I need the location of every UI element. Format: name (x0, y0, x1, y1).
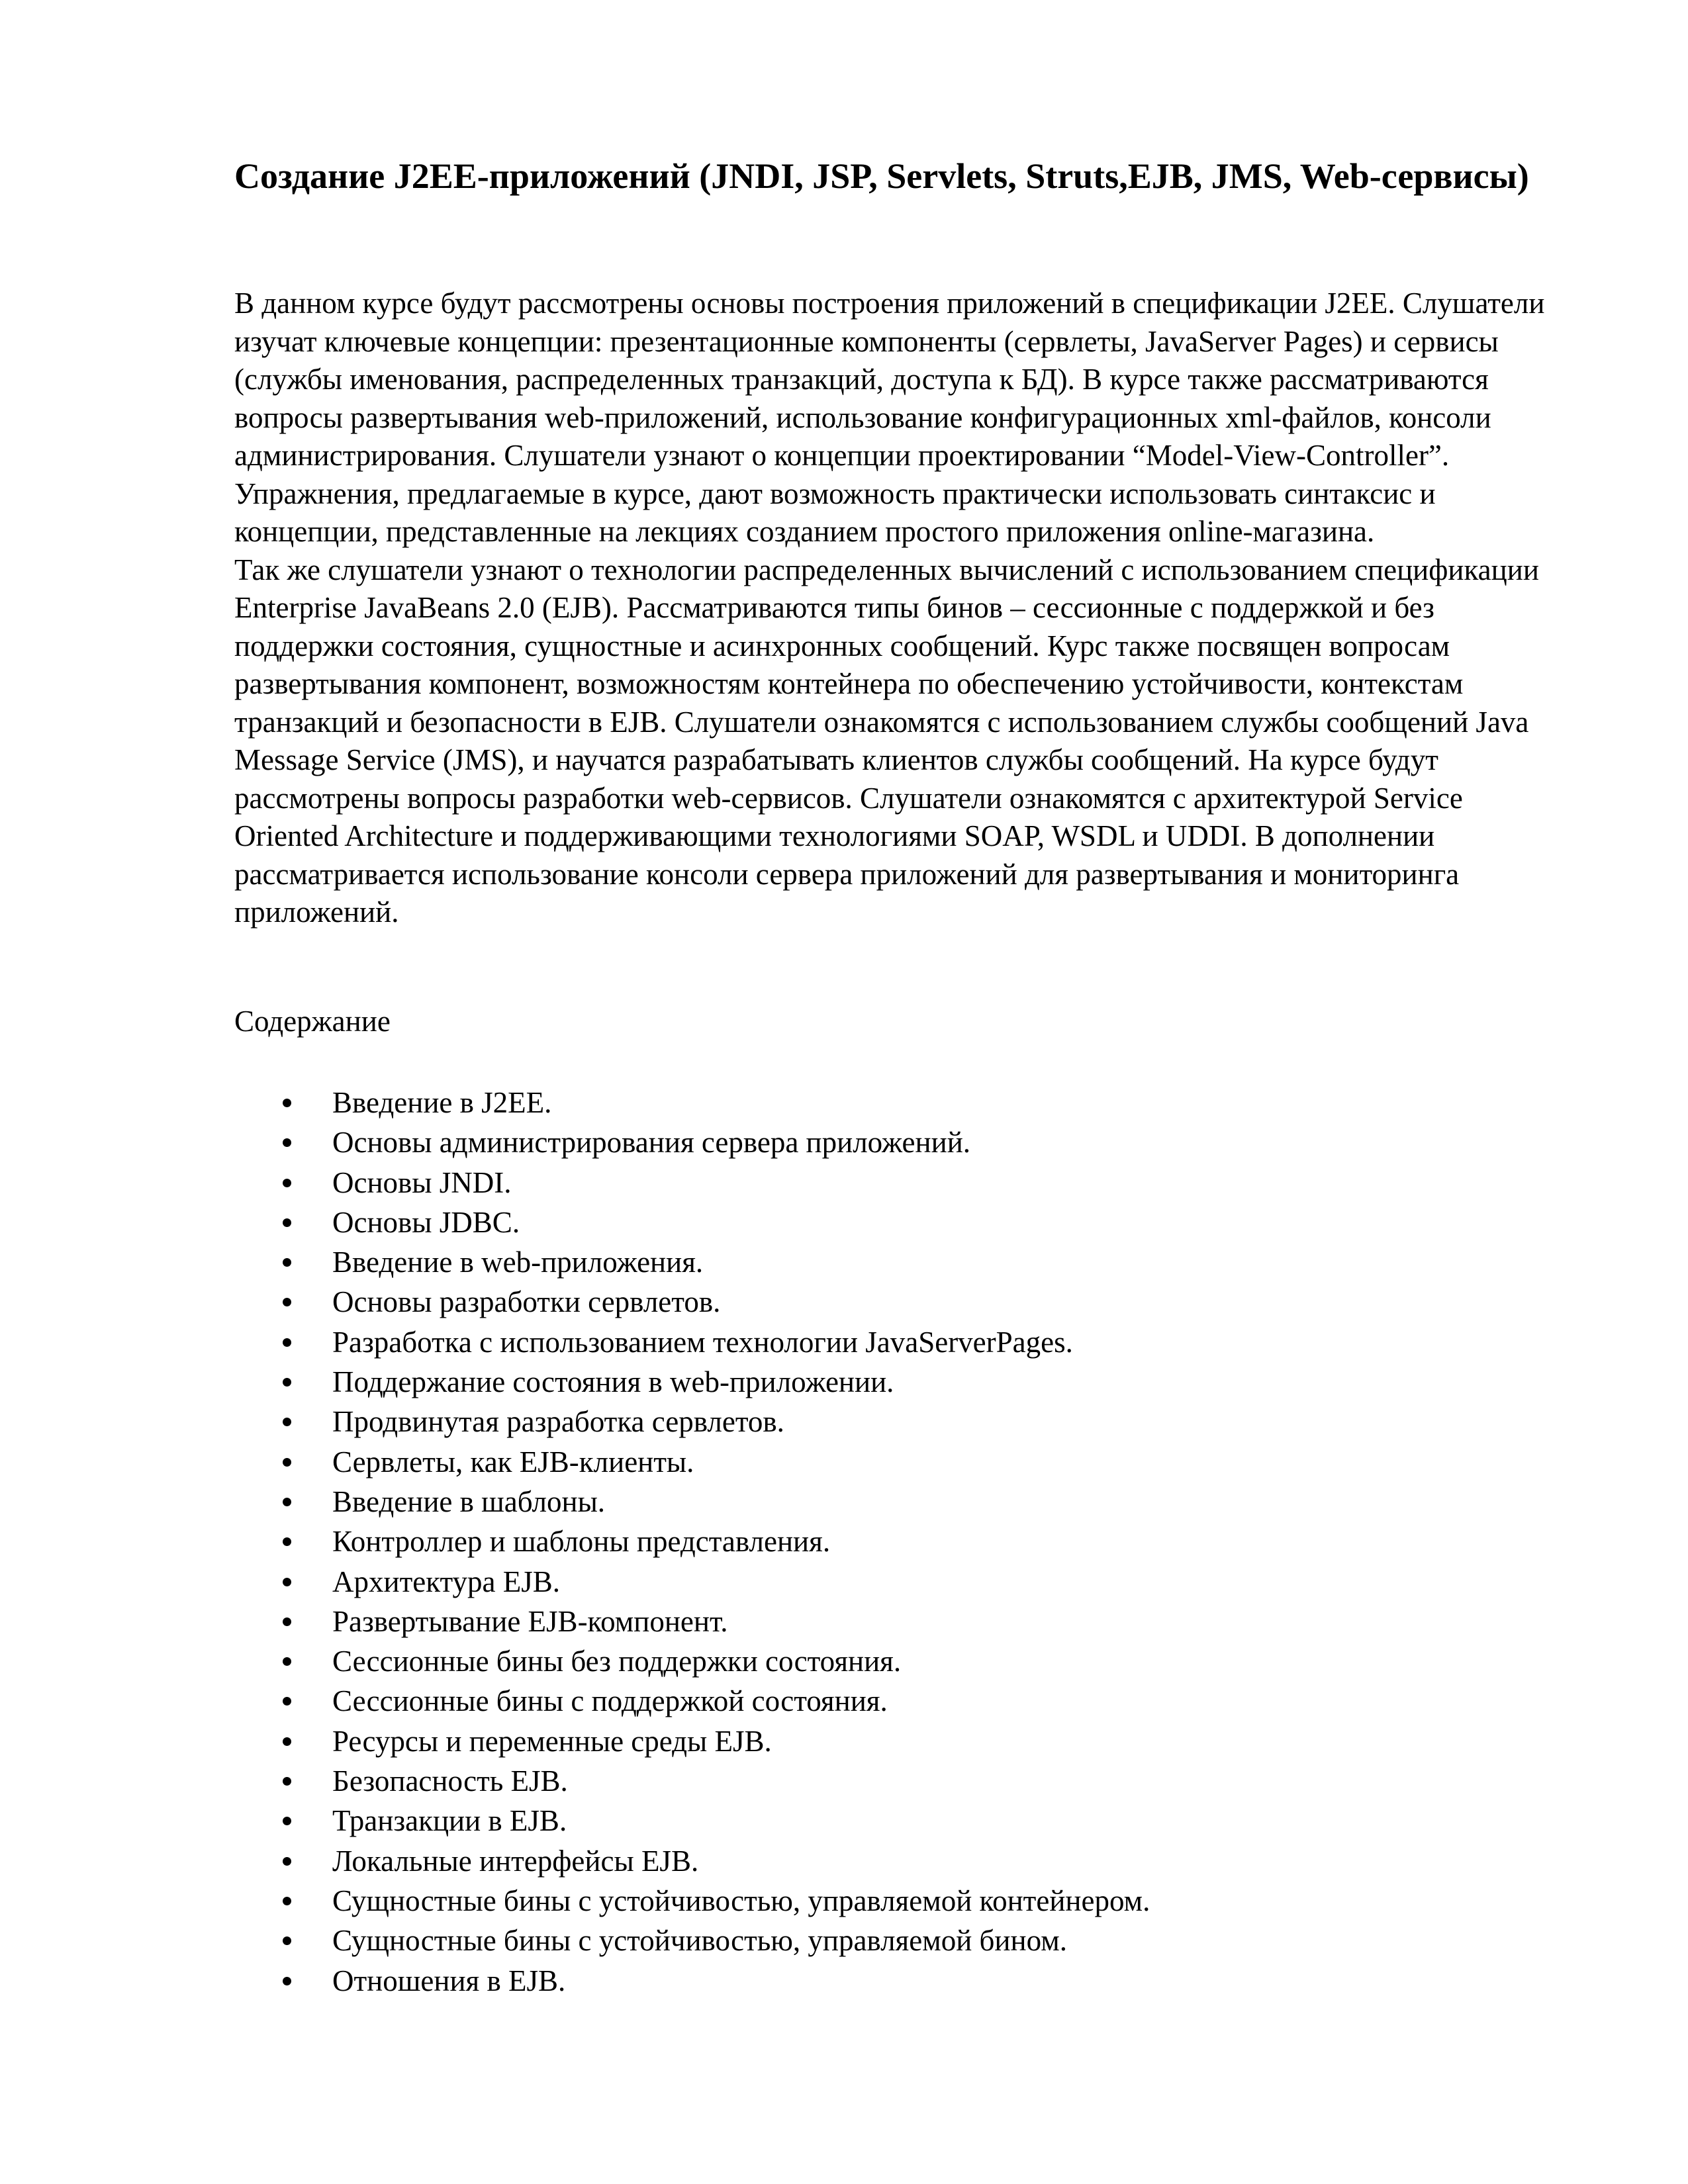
bullet-icon (283, 1537, 291, 1546)
toc-item-text: Контроллер и шаблоны представления. (332, 1525, 831, 1559)
toc-item (234, 1362, 1552, 1402)
toc-item-text: Развертывание EJB-компонент. (332, 1604, 728, 1638)
toc-item-text: Отношения в EJB. (332, 1964, 566, 1997)
toc-item (234, 1282, 1552, 1322)
toc-item (234, 1801, 1552, 1841)
bullet-icon (283, 1657, 291, 1666)
toc-item-text: Сервлеты, как EJB-клиенты. (332, 1445, 694, 1479)
bullet-icon (283, 1498, 291, 1506)
bullet-icon (283, 1857, 291, 1866)
toc-heading: Содержание (234, 1005, 391, 1038)
bullet-icon (283, 1378, 291, 1387)
bullet-icon (283, 1138, 291, 1147)
toc-item (234, 1961, 1552, 2001)
toc-item-text: Основы разработки сервлетов. (332, 1285, 721, 1319)
toc-item-text: Введение в web-приложения. (332, 1246, 704, 1279)
toc-item (234, 1163, 1552, 1203)
toc-item (234, 1482, 1552, 1522)
bullet-icon (283, 1418, 291, 1426)
toc-item (234, 1841, 1552, 1881)
bullet-icon (283, 1338, 291, 1347)
toc-item-text: Безопасность EJB. (332, 1764, 568, 1798)
bullet-icon (283, 1458, 291, 1467)
bullet-icon (283, 1179, 291, 1187)
toc-item-text: Сессионные бины с поддержкой состояния. (332, 1684, 888, 1718)
toc-item-text: Разработка с использованием технологии JavaServerPages. (332, 1325, 1073, 1359)
toc-item (234, 1322, 1552, 1362)
toc-item-text: Введение в J2EE. (332, 1086, 552, 1119)
toc-item (234, 1761, 1552, 1801)
toc-item (234, 1242, 1552, 1282)
bullet-icon (283, 1777, 291, 1786)
toc-item (234, 1083, 1552, 1122)
toc-item-text: Сущностные бины с устойчивостью, управляемой бином. (332, 1924, 1067, 1958)
bullet-icon (283, 1099, 291, 1107)
bullet-icon (283, 1897, 291, 1905)
bullet-icon (283, 1218, 291, 1227)
toc-item-text: Поддержание состояния в web-приложении. (332, 1365, 894, 1399)
toc-item-text: Сущностные бины с устойчивостью, управляемой контейнером. (332, 1884, 1150, 1917)
description-paragraph-1: В данном курсе будут рассмотрены основы построения приложений в спецификации J2EE. Слушатели изучат ключевые концепции: презентационные компоненты (сервлеты, JavaServer Pages) и сервисы (службы именования, распределенных транзакций, доступа к БД). В курсе также рассматриваются вопросы развертывания web-приложений, использование конфигурационных xml-файлов, консоли администрирования. Слушатели узнают о концепции проектировании “Model-View-Controller”. Упражнения, предлагаемые в курсе, дают возможность практически использовать синтаксис и концепции, представленные на лекциях созданием простого приложения online-магазина. (234, 287, 1545, 548)
bullet-icon (283, 1936, 291, 1945)
bullet-icon (283, 1578, 291, 1586)
toc-item (234, 1641, 1552, 1681)
toc-item-text: Локальные интерфейсы EJB. (332, 1844, 699, 1878)
toc-item-text: Транзакции в EJB. (332, 1804, 567, 1838)
bullet-icon (283, 1697, 291, 1706)
toc-item-text: Введение в шаблоны. (332, 1484, 606, 1518)
description-paragraph-2: Так же слушатели узнают о технологии распределенных вычислений с использованием спецификации Enterprise JavaBeans 2.0 (EJB). Рассматриваются типы бинов – сессионные с поддержкой и без поддержки состояния, сущностные и асинхронных сообщений. Курс также посвящен вопросам развертывания компонент, возможностям контейнера по обеспечению устойчивости, контекстам транзакций и безопасности в EJB. Слушатели ознакомятся с использованием службы сообщений Java Message Service (JMS), и научатся разрабатывать клиентов службы сообщений. На курсе будут рассмотрены вопросы разработки web-сервисов. Слушатели ознакомятся с архитектурой Service Oriented Architecture и поддерживающими технологиями SOAP, WSDL и UDDI. В дополнении рассматривается использование консоли сервера приложений для развертывания и мониторинга приложений. (234, 553, 1539, 929)
toc-item (234, 1921, 1552, 1960)
bullet-icon (283, 1737, 291, 1746)
document-title: Создание J2EE-приложений (JNDI, JSP, Servlets, Struts,EJB, JMS, Web-сервисы) (234, 156, 1529, 196)
toc-item-text: Ресурсы и переменные среды EJB. (332, 1724, 772, 1758)
toc-item (234, 1442, 1552, 1482)
toc-item (234, 1522, 1552, 1561)
bullet-icon (283, 1977, 291, 1985)
toc-item-text: Архитектура EJB. (332, 1565, 561, 1598)
bullet-icon (283, 1298, 291, 1306)
toc-item (234, 1721, 1552, 1761)
bullet-icon (283, 1617, 291, 1626)
toc-item (234, 1602, 1552, 1641)
bullet-icon (283, 1258, 291, 1267)
toc-item-text: Основы JNDI. (332, 1165, 512, 1199)
toc-item-text: Сессионные бины без поддержки состояния. (332, 1645, 902, 1678)
toc-item (234, 1402, 1552, 1441)
toc-item-text: Продвинутая разработка сервлетов. (332, 1405, 784, 1439)
course-description (234, 285, 1552, 932)
toc-item (234, 1881, 1552, 1921)
toc-item (234, 1562, 1552, 1602)
toc-item-text: Основы JDBC. (332, 1205, 520, 1239)
bullet-icon (283, 1817, 291, 1825)
toc-item-text: Основы администрирования сервера приложений. (332, 1126, 971, 1160)
toc-item (234, 1681, 1552, 1721)
toc-item (234, 1122, 1552, 1162)
toc-list (234, 1083, 1552, 2001)
toc-item (234, 1203, 1552, 1242)
